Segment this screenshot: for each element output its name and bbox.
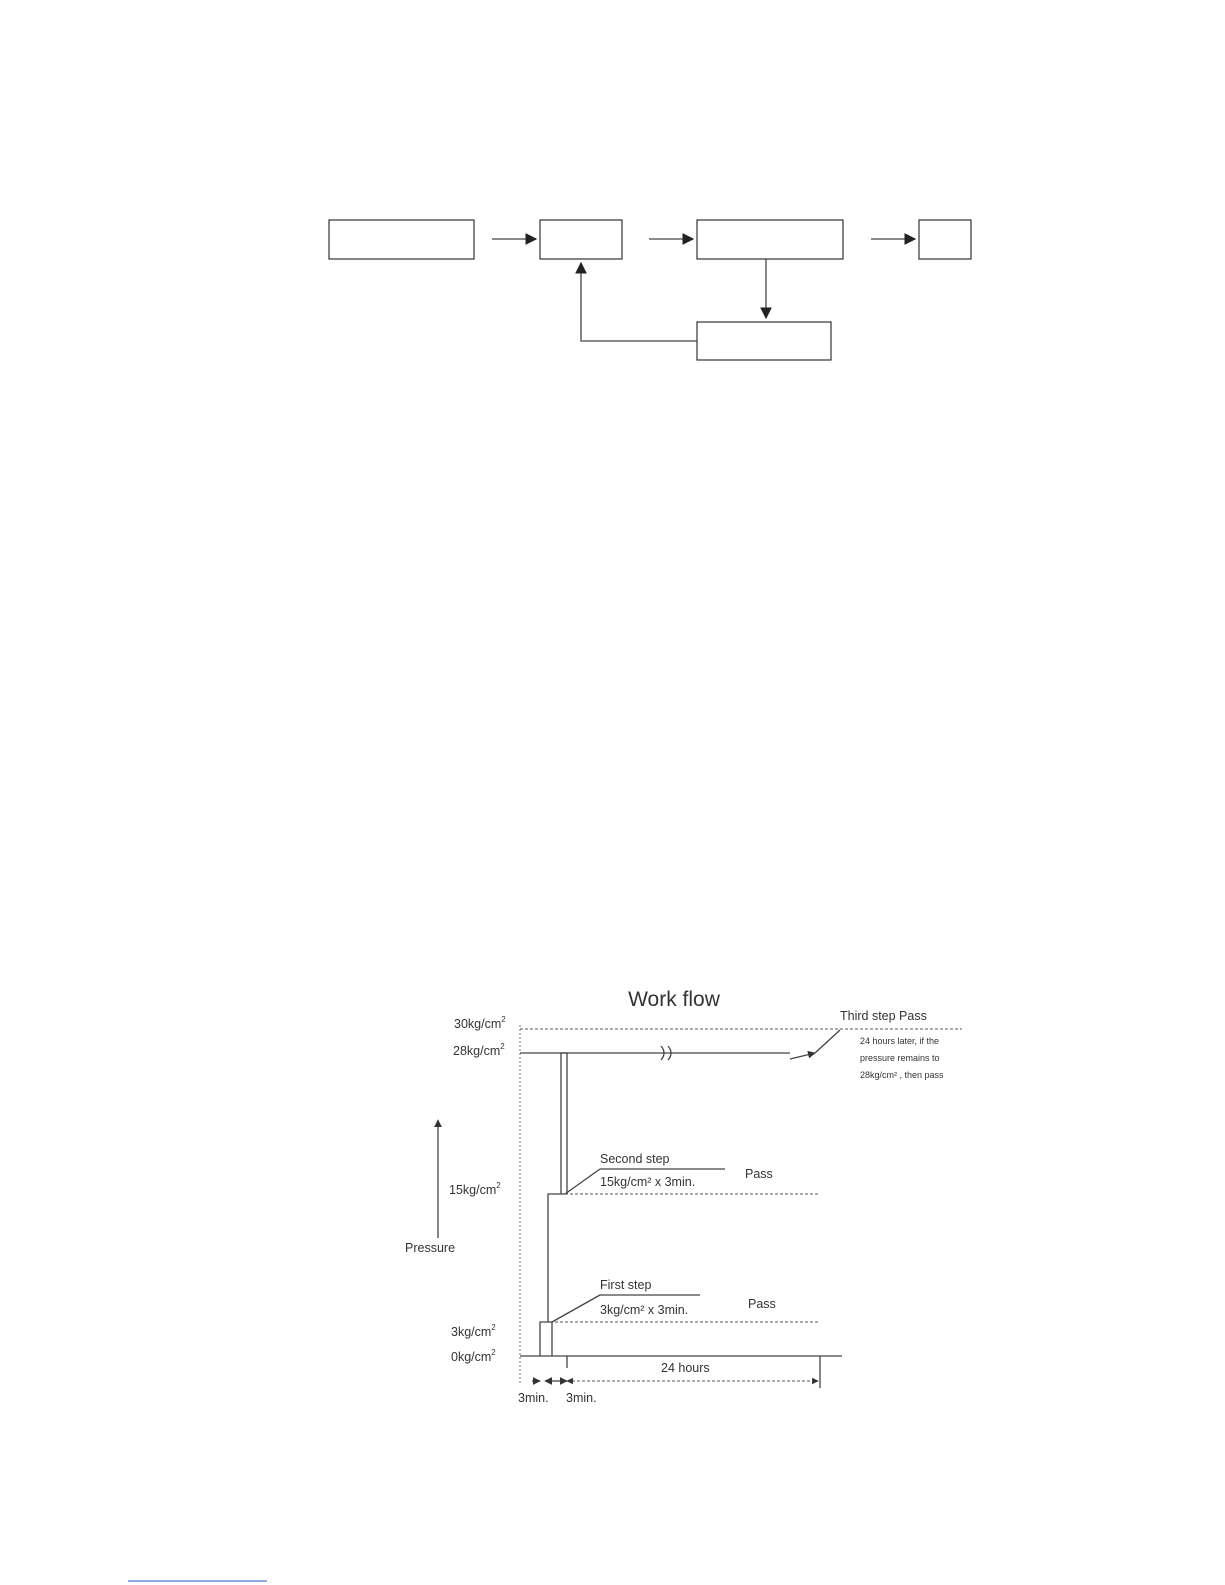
process-flowchart [329,220,971,360]
process-box-1 [329,220,474,259]
third-step-pointer [790,1053,815,1059]
pressure-axis-label: Pressure [405,1241,456,1255]
third-step-leader [815,1030,840,1053]
first-step-result: Pass [748,1297,776,1311]
process-box-4 [919,220,971,259]
level-30-label: $30kg/cm^2$ [454,1015,506,1031]
level-28-label: $28kg/cm^2$ [453,1042,505,1058]
second-step-leader [565,1169,600,1194]
process-box-2 [540,220,622,259]
third-step-note-line-3: 28kg/cm² , then pass [860,1070,944,1080]
second-step-detail: 15kg/cm² x 3min. [600,1175,696,1189]
process-box-5 [697,322,831,360]
third-step-note-line-2: pressure remains to [860,1053,940,1063]
work-flow-diagram [405,988,962,1405]
first-step-trace [540,1322,552,1356]
second-step-title: Second step [600,1152,670,1166]
time-label-24h: 24 hours [661,1361,710,1375]
time-label-2: 3min. [566,1391,597,1405]
work-flow-title: Work flow [628,988,720,1011]
flow-arrow-feedback [581,263,697,341]
rise-to-15-trace [548,1194,565,1322]
level-15-label: $15kg/cm^2$ [449,1181,501,1197]
time-label-1: 3min. [518,1391,549,1405]
level-0-label: $0kg/cm^2$ [451,1348,496,1364]
first-step-leader [552,1295,600,1322]
process-box-3 [697,220,843,259]
second-step-result: Pass [745,1167,773,1181]
third-step-label: Third step Pass [840,1009,927,1023]
first-step-title: First step [600,1278,652,1292]
level-3-label: $3kg/cm^2$ [451,1323,496,1339]
third-step-note-line-1: 24 hours later, if the [860,1036,940,1046]
rise-to-28-trace [561,1053,567,1194]
first-step-detail: 3kg/cm² x 3min. [600,1303,689,1317]
